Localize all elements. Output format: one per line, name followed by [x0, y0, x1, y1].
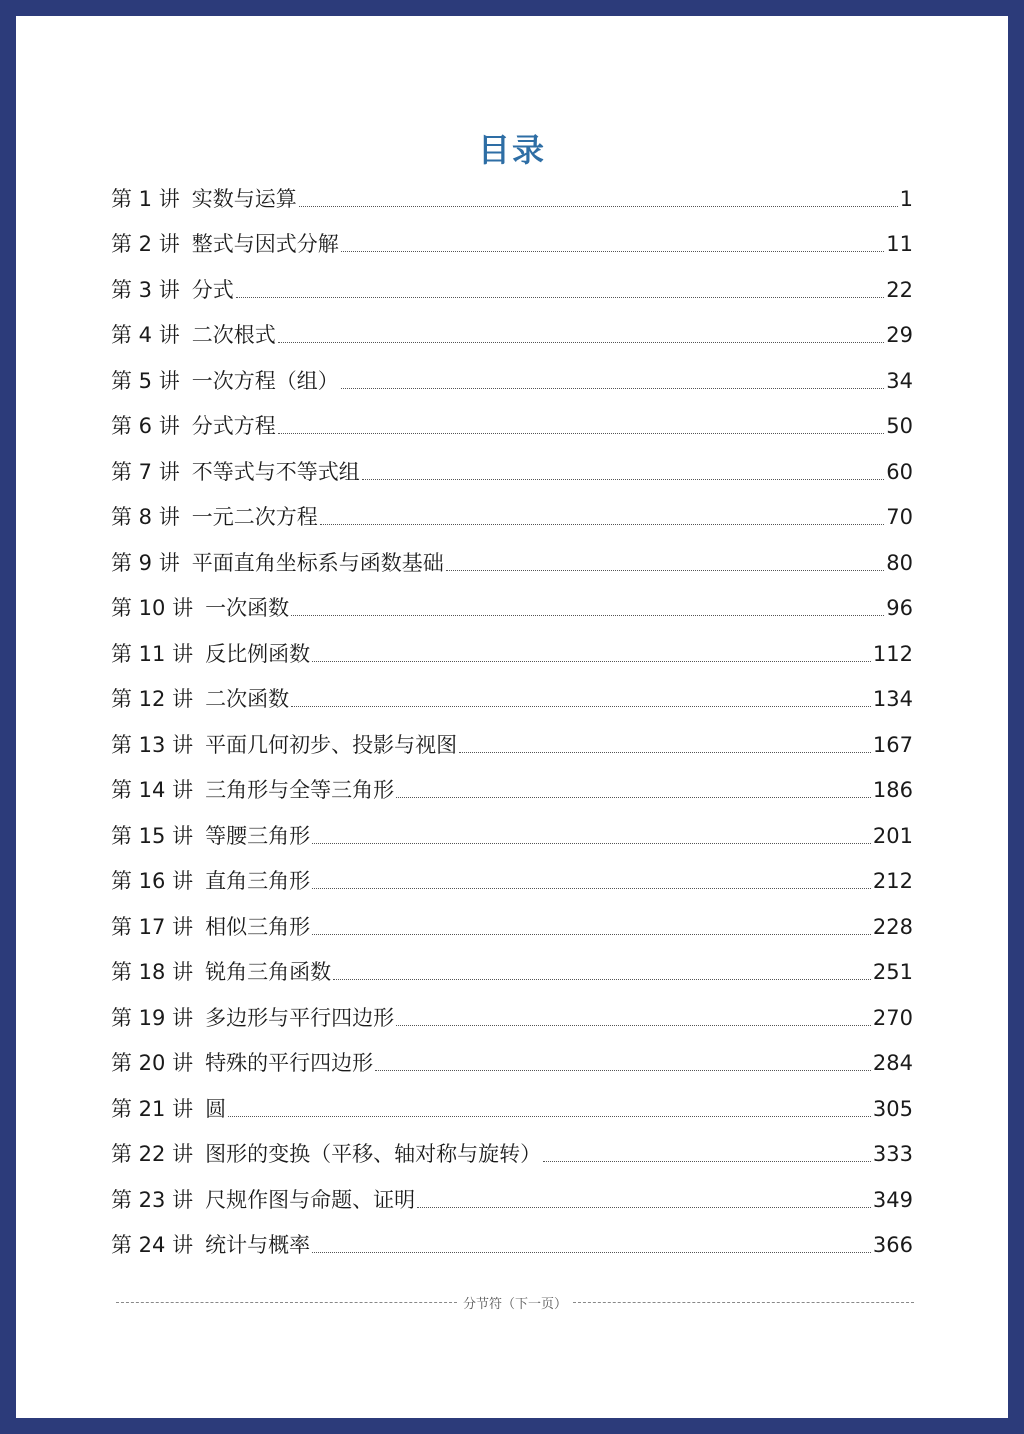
toc-entry[interactable] [111, 212, 913, 258]
lecture-number: 第 13 讲 [111, 732, 194, 757]
lecture-number: 第 19 讲 [111, 1005, 194, 1030]
lecture-title: 多边形与平行四边形 [205, 1005, 395, 1030]
page-number: 50 [886, 414, 913, 438]
toc-entry[interactable] [111, 576, 913, 622]
dot-leader [312, 887, 871, 889]
dot-leader [312, 660, 871, 662]
page-number: 134 [872, 687, 913, 711]
page-number: 70 [886, 505, 913, 529]
dot-leader [341, 250, 885, 252]
lecture-title: 圆 [205, 1096, 227, 1121]
dot-leader [299, 205, 898, 207]
page-number: 112 [872, 641, 913, 666]
page-number: 284 [872, 1051, 913, 1075]
document-page [16, 16, 1008, 1418]
dot-leader [291, 614, 884, 616]
page-number: 96 [886, 596, 913, 620]
toc-title: 目录 [477, 131, 546, 169]
page-number: 305 [872, 1096, 913, 1121]
lecture-title: 一元二次方程 [191, 505, 318, 529]
lecture-title: 统计与概率 [205, 1233, 311, 1257]
dot-leader [375, 1069, 871, 1071]
lecture-number: 第 16 讲 [111, 869, 194, 893]
toc-entry[interactable] [111, 348, 913, 394]
toc-entry[interactable] [111, 940, 913, 986]
dot-leader [396, 1024, 871, 1026]
lecture-number: 第 4 讲 [111, 323, 180, 347]
dot-leader [320, 523, 885, 525]
lecture-number: 第 5 讲 [111, 368, 180, 393]
lecture-title: 直角三角形 [205, 869, 311, 893]
lecture-number: 第 3 讲 [111, 277, 180, 302]
page-number: 167 [872, 732, 913, 757]
toc-entry[interactable] [111, 1167, 913, 1213]
lecture-title: 相似三角形 [205, 914, 311, 939]
lecture-title: 尺规作图与命题、证明 [205, 1187, 416, 1212]
dot-leader [341, 387, 885, 389]
toc-entry[interactable] [111, 849, 913, 895]
dot-leader [291, 705, 871, 707]
lecture-number: 第 10 讲 [111, 596, 194, 620]
page-number: 80 [886, 550, 913, 575]
dot-leader [417, 1206, 871, 1208]
page-number: 251 [872, 960, 913, 984]
lecture-number: 第 15 讲 [111, 823, 194, 848]
toc-entry[interactable] [111, 303, 913, 349]
dot-leader [236, 296, 885, 298]
toc-entry[interactable] [111, 394, 913, 440]
toc-entry[interactable] [111, 257, 913, 303]
toc-entry[interactable] [111, 667, 913, 713]
section-break-line-left [116, 1302, 457, 1303]
lecture-number: 第 21 讲 [111, 1096, 194, 1121]
section-break-label: 分节符（下一页） [463, 1296, 568, 1312]
toc-entry[interactable] [111, 1031, 913, 1077]
page-number: 1 [899, 186, 913, 211]
page-number: 186 [872, 778, 913, 802]
lecture-title: 一次函数 [205, 596, 290, 620]
page-number: 22 [886, 277, 913, 302]
toc-entry[interactable] [111, 166, 913, 212]
lecture-number: 第 9 讲 [111, 550, 180, 575]
lecture-number: 第 8 讲 [111, 505, 180, 529]
page-number: 270 [872, 1005, 913, 1030]
lecture-number: 第 17 讲 [111, 914, 194, 939]
lecture-title: 反比例函数 [205, 641, 311, 666]
lecture-number: 第 20 讲 [111, 1051, 194, 1075]
dot-leader [333, 978, 871, 980]
toc-entry[interactable] [111, 439, 913, 485]
lecture-number: 第 23 讲 [111, 1187, 194, 1212]
page-number: 366 [872, 1233, 913, 1257]
toc-entry[interactable] [111, 530, 913, 576]
lecture-number: 第 6 讲 [111, 414, 180, 438]
page-number: 228 [872, 914, 913, 939]
lecture-title: 一次方程（组） [191, 368, 339, 393]
toc-entry[interactable] [111, 1076, 913, 1122]
dot-leader [362, 478, 885, 480]
lecture-number: 第 1 讲 [111, 186, 180, 211]
lecture-number: 第 12 讲 [111, 687, 194, 711]
toc-entry[interactable] [111, 758, 913, 804]
section-break-line-right [573, 1302, 914, 1303]
toc-entry[interactable] [111, 985, 913, 1031]
dot-leader [312, 842, 871, 844]
lecture-title: 三角形与全等三角形 [205, 778, 395, 802]
section-break [116, 1292, 914, 1312]
page-number: 60 [886, 459, 913, 484]
toc-entry[interactable] [111, 485, 913, 531]
lecture-title: 分式方程 [191, 414, 276, 438]
lecture-title: 不等式与不等式组 [191, 459, 360, 484]
dot-leader [228, 1115, 871, 1117]
lecture-title: 平面直角坐标系与函数基础 [191, 550, 444, 575]
dot-leader [312, 933, 871, 935]
lecture-title: 锐角三角函数 [205, 960, 332, 984]
page-number: 34 [886, 368, 913, 393]
toc-entry[interactable] [111, 1213, 913, 1259]
page-number: 201 [872, 823, 913, 848]
dot-leader [543, 1160, 871, 1162]
lecture-number: 第 14 讲 [111, 778, 194, 802]
dot-leader [312, 1251, 871, 1253]
lecture-title: 特殊的平行四边形 [205, 1051, 374, 1075]
page-number: 212 [872, 869, 913, 893]
dot-leader [459, 751, 871, 753]
dot-leader [396, 796, 871, 798]
lecture-number: 第 22 讲 [111, 1142, 194, 1166]
lecture-number: 第 7 讲 [111, 459, 180, 484]
toc-entry[interactable] [111, 894, 913, 940]
page-number: 11 [886, 232, 913, 256]
toc-entry[interactable] [111, 712, 913, 758]
page-number: 29 [886, 323, 913, 347]
lecture-title: 实数与运算 [191, 186, 297, 211]
table-of-contents [111, 166, 913, 1258]
toc-entry[interactable] [111, 1122, 913, 1168]
lecture-title: 二次函数 [205, 687, 290, 711]
lecture-number: 第 2 讲 [111, 232, 180, 256]
lecture-number: 第 18 讲 [111, 960, 194, 984]
lecture-title: 二次根式 [191, 323, 276, 347]
page-number: 349 [872, 1187, 913, 1212]
dot-leader [278, 432, 885, 434]
dot-leader [446, 569, 885, 571]
lecture-title: 分式 [191, 277, 234, 302]
dot-leader [278, 341, 885, 343]
lecture-number: 第 11 讲 [111, 641, 194, 666]
lecture-title: 平面几何初步、投影与视图 [205, 732, 458, 757]
lecture-title: 图形的变换（平移、轴对称与旋转） [205, 1142, 542, 1166]
lecture-title: 整式与因式分解 [191, 232, 339, 256]
page-number: 333 [872, 1142, 913, 1166]
lecture-number: 第 24 讲 [111, 1233, 194, 1257]
toc-entry[interactable] [111, 621, 913, 667]
lecture-title: 等腰三角形 [205, 823, 311, 848]
toc-entry[interactable] [111, 803, 913, 849]
